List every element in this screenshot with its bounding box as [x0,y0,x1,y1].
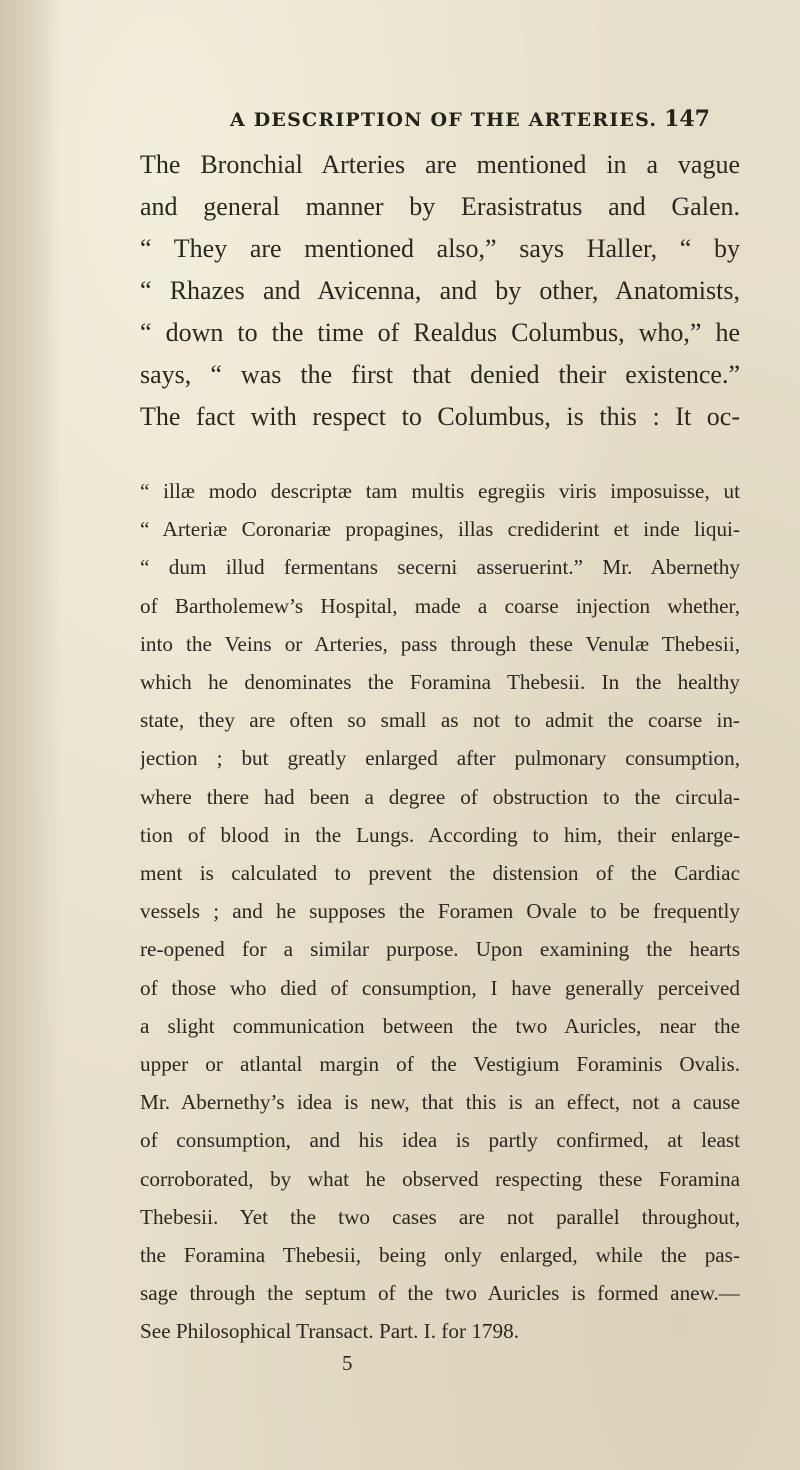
text-line: “ They are mentioned also,” says Haller, “ by [140,234,740,263]
paragraph-footnote [140,472,740,1375]
running-head-title: A DESCRIPTION OF THE ARTERIES. [230,109,658,131]
text-line: of consumption, and his idea is partly confirmed, at least [140,1128,740,1153]
text-line: into the Veins or Arteries, pass through these Venulæ Thebesii, [140,631,740,656]
text-line: Thebesii. Yet the two cases are not parallel throughout, [140,1204,740,1229]
paragraph-gap [140,438,740,472]
text-line: “ Arteriæ Coronariæ propagines, illas crediderint et inde liqui- [140,517,740,542]
text-line: The Bronchial Arteries are mentioned in a vague [140,150,740,179]
text-line: state, they are often so small as not to admit the coarse in- [140,708,740,733]
text-line: ment is calculated to prevent the distension of the Cardiac [140,861,740,886]
running-head [230,106,710,132]
text-line: “ illæ modo descriptæ tam multis egregiis viris imposuisse, ut [140,479,740,503]
text-line: The fact with respect to Columbus, is this : It oc- [140,402,740,431]
text-line: Mr. Abernethy’s idea is new, that this is an effect, not a cause [140,1090,740,1115]
text-line: jection ; but greatly enlarged after pulmonary consumption, [140,746,740,771]
text-line: tion of blood in the Lungs. According to him, their enlarge- [140,822,740,847]
text-line: and general manner by Erasistratus and Galen. [140,192,740,221]
text-line: where there had been a degree of obstruction to the circula- [140,784,740,809]
text-line: says, “ was the first that denied their existence.” [140,360,740,389]
text-line: “ dum illud fermentans secerni asseruerint.” Mr. Abernethy [140,555,740,580]
text-line: “ Rhazes and Avicenna, and by other, Anatomists, [140,276,740,305]
page-gutter [0,0,62,1470]
text-line: corroborated, by what he observed respecting these Foramina [140,1166,740,1191]
paragraph-main [140,144,740,438]
text-line: a slight communication between the two Auricles, near the [140,1013,740,1038]
text-line: upper or atlantal margin of the Vestigium Foraminis Ovalis. [140,1052,740,1077]
text-line: of Bartholemew’s Hospital, made a coarse injection whether, [140,593,740,618]
text-line: See Philosophical Transact. Part. I. for 1798. [140,1319,519,1344]
text-line: “ down to the time of Realdus Columbus, who,” he [140,318,740,347]
signature-mark: 5 [342,1350,353,1375]
text-line: of those who died of consumption, I have generally perceived [140,975,740,1000]
body-text [140,144,740,1375]
text-line: the Foramina Thebesii, being only enlarged, while the pas- [140,1243,740,1268]
text-line: which he denominates the Foramina Thebesii. In the healthy [140,670,740,695]
text-line: vessels ; and he supposes the Foramen Ovale to be frequently [140,899,740,924]
page-number: 147 [664,106,710,132]
text-line: re-opened for a similar purpose. Upon examining the hearts [140,937,740,962]
text-line: sage through the septum of the two Auricles is formed anew.— [140,1281,740,1306]
